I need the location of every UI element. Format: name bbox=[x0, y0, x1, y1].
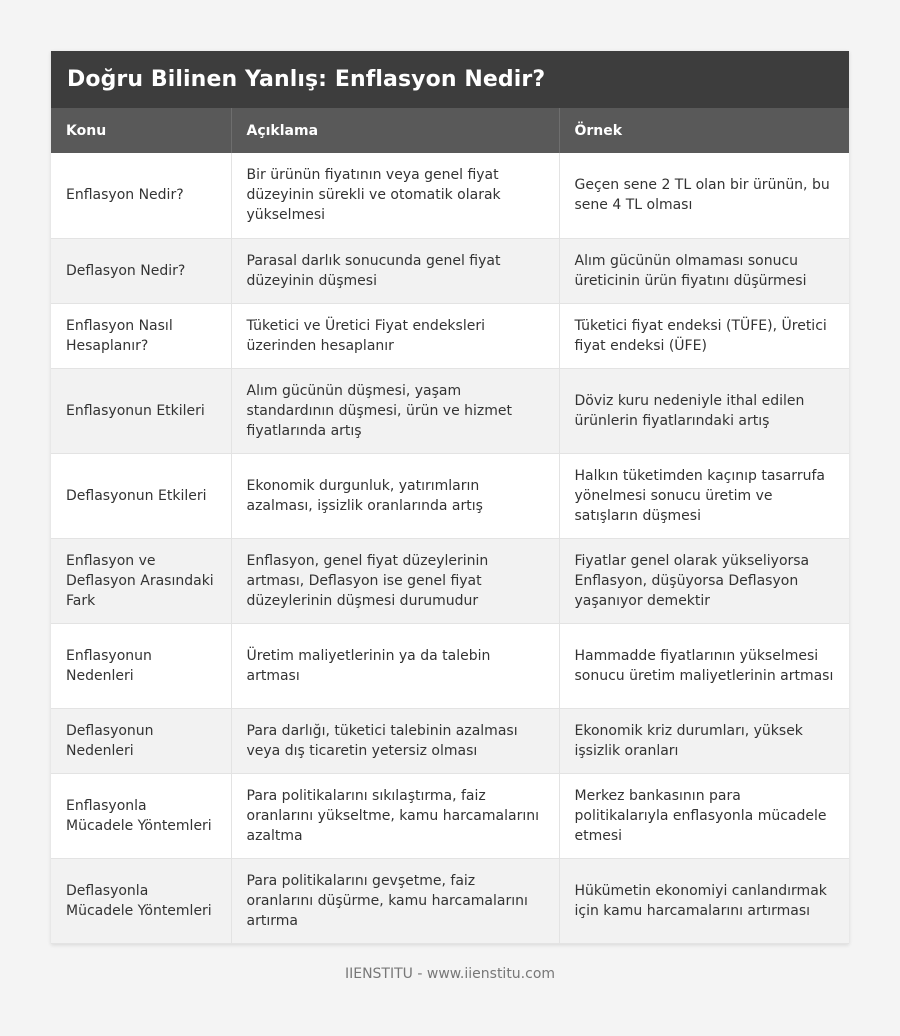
table-row bbox=[51, 368, 849, 453]
cell-aciklama: Ekonomik durgunluk, yatırımların azalması, işsizlik oranlarında artış bbox=[231, 453, 559, 538]
cell-konu: Deflasyon Nedir? bbox=[51, 238, 231, 303]
cell-aciklama: Para politikalarını sıkılaştırma, faiz oranlarını yükseltme, kamu harcamalarını azaltma bbox=[231, 773, 559, 858]
footer-credit: IIENSTITU - www.iienstitu.com bbox=[344, 966, 556, 982]
column-header-aciklama: Açıklama bbox=[231, 108, 559, 153]
cell-aciklama: Para politikalarını gevşetme, faiz oranlarını düşürme, kamu harcamalarını artırma bbox=[231, 858, 559, 943]
table-row bbox=[51, 453, 849, 538]
cell-ornek: Hammadde fiyatlarının yükselmesi sonucu üretim maliyetlerinin artması bbox=[559, 623, 849, 708]
cell-ornek: Tüketici fiyat endeksi (TÜFE), Üretici fiyat endeksi (ÜFE) bbox=[559, 303, 849, 368]
cell-konu: Enflasyon Nedir? bbox=[51, 153, 231, 238]
title-bar bbox=[51, 51, 849, 108]
cell-konu: Enflasyon ve Deflasyon Arasındaki Fark bbox=[51, 538, 231, 623]
cell-konu: Deflasyonun Etkileri bbox=[51, 453, 231, 538]
table-row bbox=[51, 238, 849, 303]
cell-konu: Enflasyonla Mücadele Yöntemleri bbox=[51, 773, 231, 858]
cell-ornek: Alım gücünün olmaması sonucu üreticinin ürün fiyatını düşürmesi bbox=[559, 238, 849, 303]
page-title: Doğru Bilinen Yanlış: Enflasyon Nedir? bbox=[67, 67, 546, 92]
table-row bbox=[51, 538, 849, 623]
cell-aciklama: Parasal darlık sonucunda genel fiyat düzeyinin düşmesi bbox=[231, 238, 559, 303]
table-row bbox=[51, 303, 849, 368]
cell-konu: Deflasyonun Nedenleri bbox=[51, 708, 231, 773]
cell-ornek: Döviz kuru nedeniyle ithal edilen ürünlerin fiyatlarındaki artış bbox=[559, 368, 849, 453]
cell-aciklama: Bir ürünün fiyatının veya genel fiyat düzeyinin sürekli ve otomatik olarak yükselmesi bbox=[231, 153, 559, 238]
cell-ornek: Merkez bankasının para politikalarıyla enflasyonla mücadele etmesi bbox=[559, 773, 849, 858]
cell-aciklama: Üretim maliyetlerinin ya da talebin artması bbox=[231, 623, 559, 708]
cell-konu: Enflasyonun Etkileri bbox=[51, 368, 231, 453]
cell-aciklama: Enflasyon, genel fiyat düzeylerinin artması, Deflasyon ise genel fiyat düzeylerinin düşmesi durumudur bbox=[231, 538, 559, 623]
column-header-ornek: Örnek bbox=[559, 108, 849, 153]
table-card bbox=[51, 51, 849, 944]
info-table bbox=[51, 108, 849, 944]
cell-ornek: Fiyatlar genel olarak yükseliyorsa Enflasyon, düşüyorsa Deflasyon yaşanıyor demektir bbox=[559, 538, 849, 623]
column-header-konu: Konu bbox=[51, 108, 231, 153]
cell-konu: Enflasyon Nasıl Hesaplanır? bbox=[51, 303, 231, 368]
table-header-row bbox=[51, 108, 849, 153]
cell-aciklama: Para darlığı, tüketici talebinin azalması veya dış ticaretin yetersiz olması bbox=[231, 708, 559, 773]
cell-ornek: Geçen sene 2 TL olan bir ürünün, bu sene 4 TL olması bbox=[559, 153, 849, 238]
cell-aciklama: Tüketici ve Üretici Fiyat endeksleri üzerinden hesaplanır bbox=[231, 303, 559, 368]
cell-ornek: Hükümetin ekonomiyi canlandırmak için kamu harcamalarını artırması bbox=[559, 858, 849, 943]
cell-konu: Enflasyonun Nedenleri bbox=[51, 623, 231, 708]
cell-aciklama: Alım gücünün düşmesi, yaşam standardının düşmesi, ürün ve hizmet fiyatlarında artış bbox=[231, 368, 559, 453]
cell-ornek: Halkın tüketimden kaçınıp tasarrufa yönelmesi sonucu üretim ve satışların düşmesi bbox=[559, 453, 849, 538]
cell-konu: Deflasyonla Mücadele Yöntemleri bbox=[51, 858, 231, 943]
cell-ornek: Ekonomik kriz durumları, yüksek işsizlik oranları bbox=[559, 708, 849, 773]
table-row bbox=[51, 153, 849, 238]
table-row bbox=[51, 773, 849, 858]
table-row bbox=[51, 623, 849, 708]
table-row bbox=[51, 708, 849, 773]
table-row bbox=[51, 858, 849, 943]
